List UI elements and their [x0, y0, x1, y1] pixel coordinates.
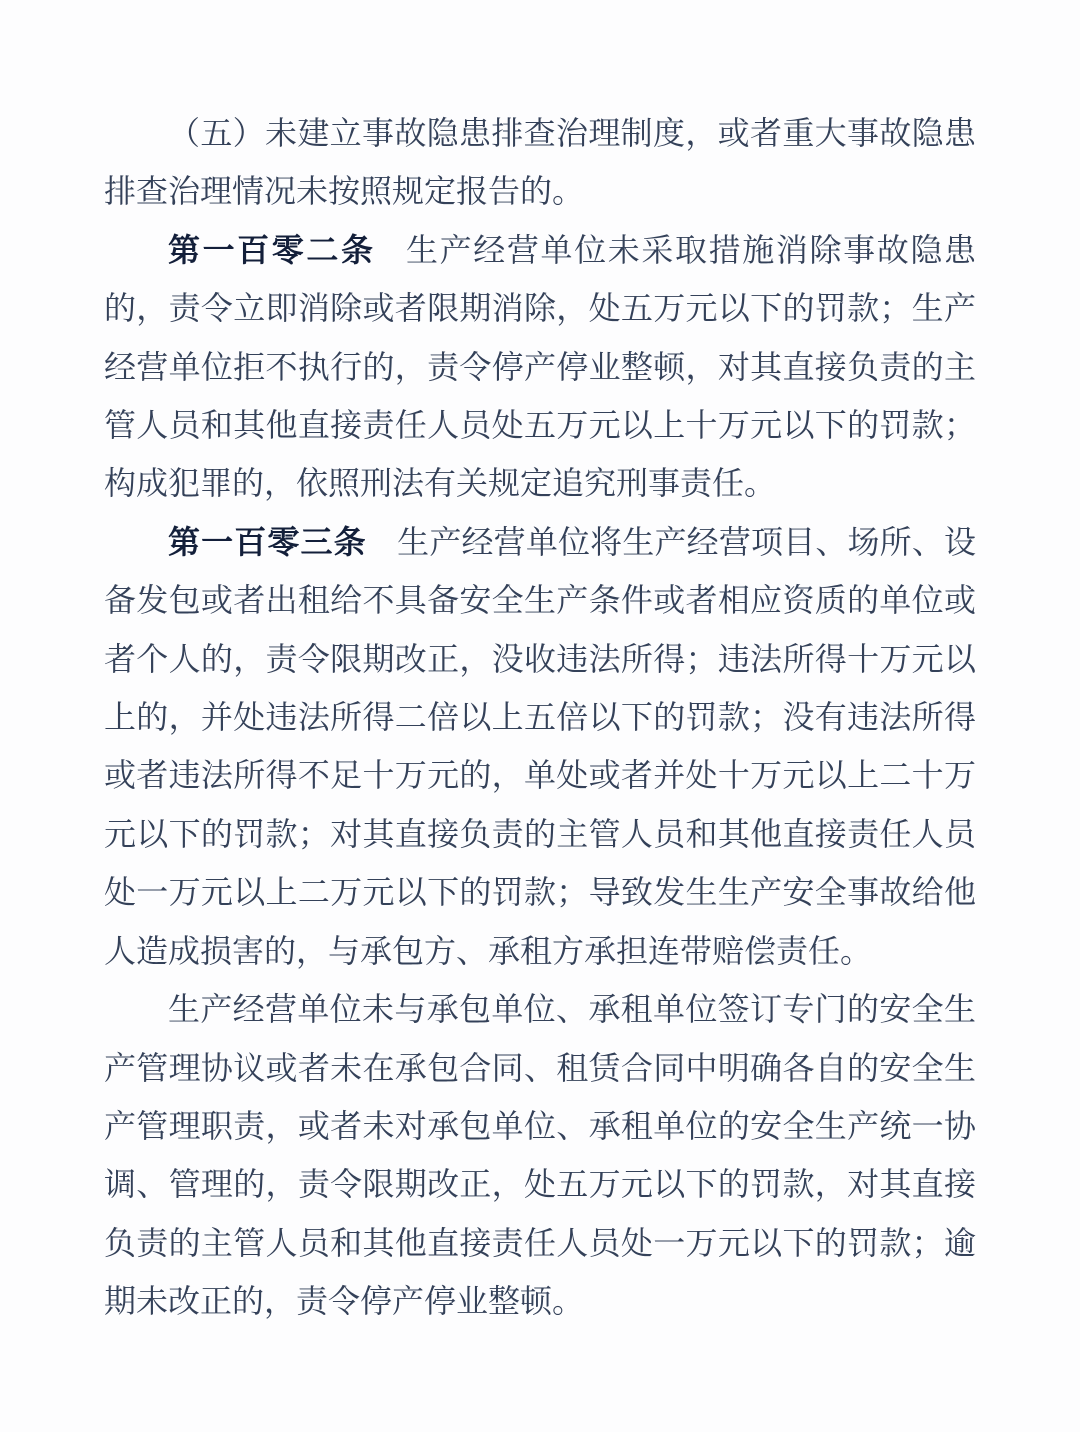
article-number-heading: 第一百零三条	[168, 523, 367, 560]
clause-item-5-paragraph	[104, 104, 976, 221]
paragraph-text: 生产经营单位未与承包单位、承租单位签订专门的安全生产管理协议或者未在承包合同、租赁合同中明确各自的安全生产管理职责，或者未对承包单位、承租单位的安全生产统一协调、管理的，责令限期改正，处五万元以下的罚款，对其直接负责的主管人员和其他直接责任人员处一万元以下的罚款；逾期未改正的，责令停产停业整顿。	[104, 991, 976, 1320]
article-103-second-paragraph	[104, 980, 976, 1330]
article-103-paragraph	[104, 513, 976, 980]
paragraph-text: 生产经营单位未采取措施消除事故隐患的，责令立即消除或者限期消除，处五万元以下的罚款；生产经营单位拒不执行的，责令停产停业整顿，对其直接负责的主管人员和其他直接责任人员处五万元以上十万元以下的罚款；构成犯罪的，依照刑法有关规定追究刑事责任。	[104, 231, 976, 502]
article-number-heading: 第一百零二条	[168, 231, 376, 268]
article-102-paragraph	[104, 221, 976, 513]
paragraph-text: 生产经营单位将生产经营项目、场所、设备发包或者出租给不具备安全生产条件或者相应资质的单位或者个人的，责令限期改正，没收违法所得；违法所得十万元以上的，并处违法所得二倍以上五倍以下的罚款；没有违法所得或者违法所得不足十万元的，单处或者并处十万元以上二十万元以下的罚款；对其直接负责的主管人员和其他直接责任人员处一万元以上二万元以下的罚款；导致发生生产安全事故给他人造成损害的，与承包方、承租方承担连带赔偿责任。	[104, 523, 976, 969]
law-text-block	[104, 104, 976, 1331]
paragraph-text: （五）未建立事故隐患排查治理制度，或者重大事故隐患排查治理情况未按照规定报告的。	[104, 115, 976, 210]
